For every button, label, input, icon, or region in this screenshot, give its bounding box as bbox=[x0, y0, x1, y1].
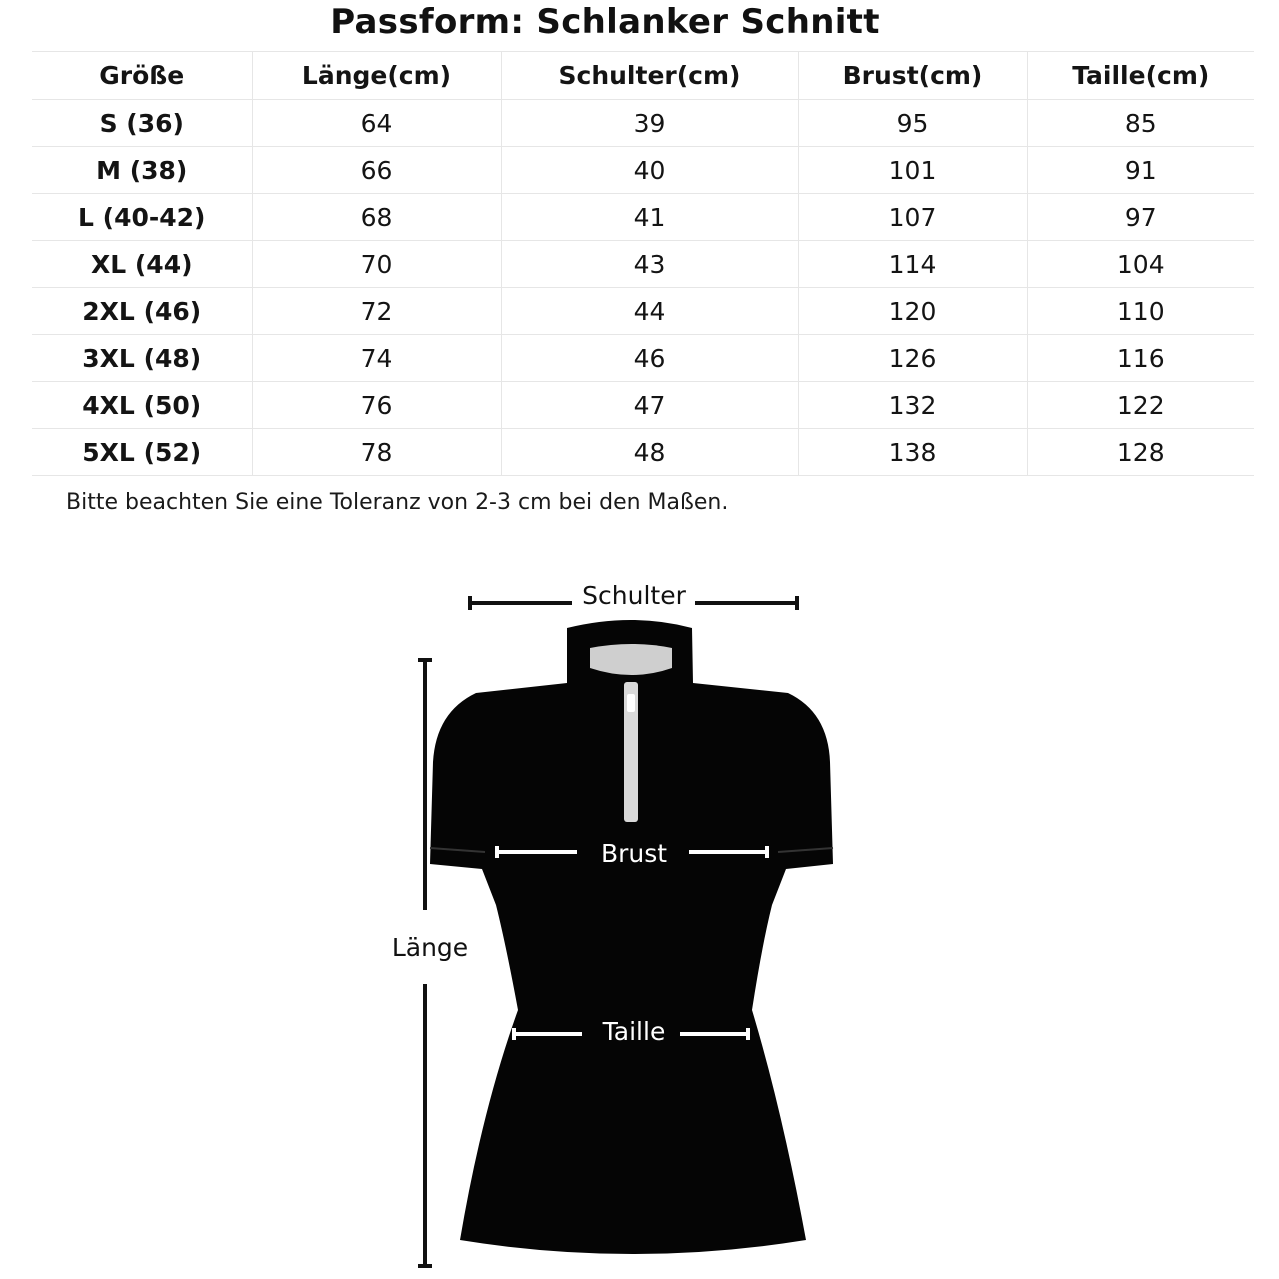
size-cell: 3XL (48) bbox=[32, 335, 252, 382]
size-cell: M (38) bbox=[32, 147, 252, 194]
length-cell: 68 bbox=[252, 194, 501, 241]
waist-cell: 104 bbox=[1027, 241, 1254, 288]
size-cell: 4XL (50) bbox=[32, 382, 252, 429]
chest-cell: 126 bbox=[798, 335, 1027, 382]
length-cell: 72 bbox=[252, 288, 501, 335]
waist-label: Taille bbox=[602, 1017, 666, 1046]
size-cell: S (36) bbox=[32, 100, 252, 147]
length-cell: 76 bbox=[252, 382, 501, 429]
chest-cell: 101 bbox=[798, 147, 1027, 194]
waist-cell: 122 bbox=[1027, 382, 1254, 429]
chest-cell: 132 bbox=[798, 382, 1027, 429]
shoulder-cell: 47 bbox=[501, 382, 798, 429]
shoulder-cell: 44 bbox=[501, 288, 798, 335]
length-measure-line bbox=[418, 660, 432, 1266]
header-chest: Brust(cm) bbox=[798, 52, 1027, 100]
waist-cell: 110 bbox=[1027, 288, 1254, 335]
chest-cell: 95 bbox=[798, 100, 1027, 147]
length-label: Länge bbox=[391, 933, 469, 962]
zipper-pull bbox=[627, 694, 635, 712]
tolerance-note: Bitte beachten Sie eine Toleranz von 2-3 cm bei den Maßen. bbox=[66, 490, 729, 515]
header-shoulder: Schulter(cm) bbox=[501, 52, 798, 100]
shoulder-cell: 39 bbox=[501, 100, 798, 147]
chest-label: Brust bbox=[600, 839, 668, 868]
chest-cell: 138 bbox=[798, 429, 1027, 476]
size-cell: 2XL (46) bbox=[32, 288, 252, 335]
header-size: Größe bbox=[32, 52, 252, 100]
shoulder-label: Schulter bbox=[582, 581, 686, 610]
chest-cell: 120 bbox=[798, 288, 1027, 335]
waist-cell: 85 bbox=[1027, 100, 1254, 147]
chest-cell: 107 bbox=[798, 194, 1027, 241]
shoulder-cell: 46 bbox=[501, 335, 798, 382]
waist-cell: 128 bbox=[1027, 429, 1254, 476]
waist-cell: 97 bbox=[1027, 194, 1254, 241]
length-cell: 64 bbox=[252, 100, 501, 147]
header-length: Länge(cm) bbox=[252, 52, 501, 100]
length-cell: 78 bbox=[252, 429, 501, 476]
chest-cell: 114 bbox=[798, 241, 1027, 288]
shoulder-cell: 41 bbox=[501, 194, 798, 241]
size-cell: L (40-42) bbox=[32, 194, 252, 241]
page-title: Passform: Schlanker Schnitt bbox=[330, 2, 880, 42]
header-waist: Taille(cm) bbox=[1027, 52, 1254, 100]
length-cell: 66 bbox=[252, 147, 501, 194]
collar-inner bbox=[590, 644, 672, 675]
waist-cell: 91 bbox=[1027, 147, 1254, 194]
length-cell: 74 bbox=[252, 335, 501, 382]
shoulder-cell: 43 bbox=[501, 241, 798, 288]
size-cell: XL (44) bbox=[32, 241, 252, 288]
waist-cell: 116 bbox=[1027, 335, 1254, 382]
shoulder-cell: 40 bbox=[501, 147, 798, 194]
shoulder-cell: 48 bbox=[501, 429, 798, 476]
length-cell: 70 bbox=[252, 241, 501, 288]
size-cell: 5XL (52) bbox=[32, 429, 252, 476]
